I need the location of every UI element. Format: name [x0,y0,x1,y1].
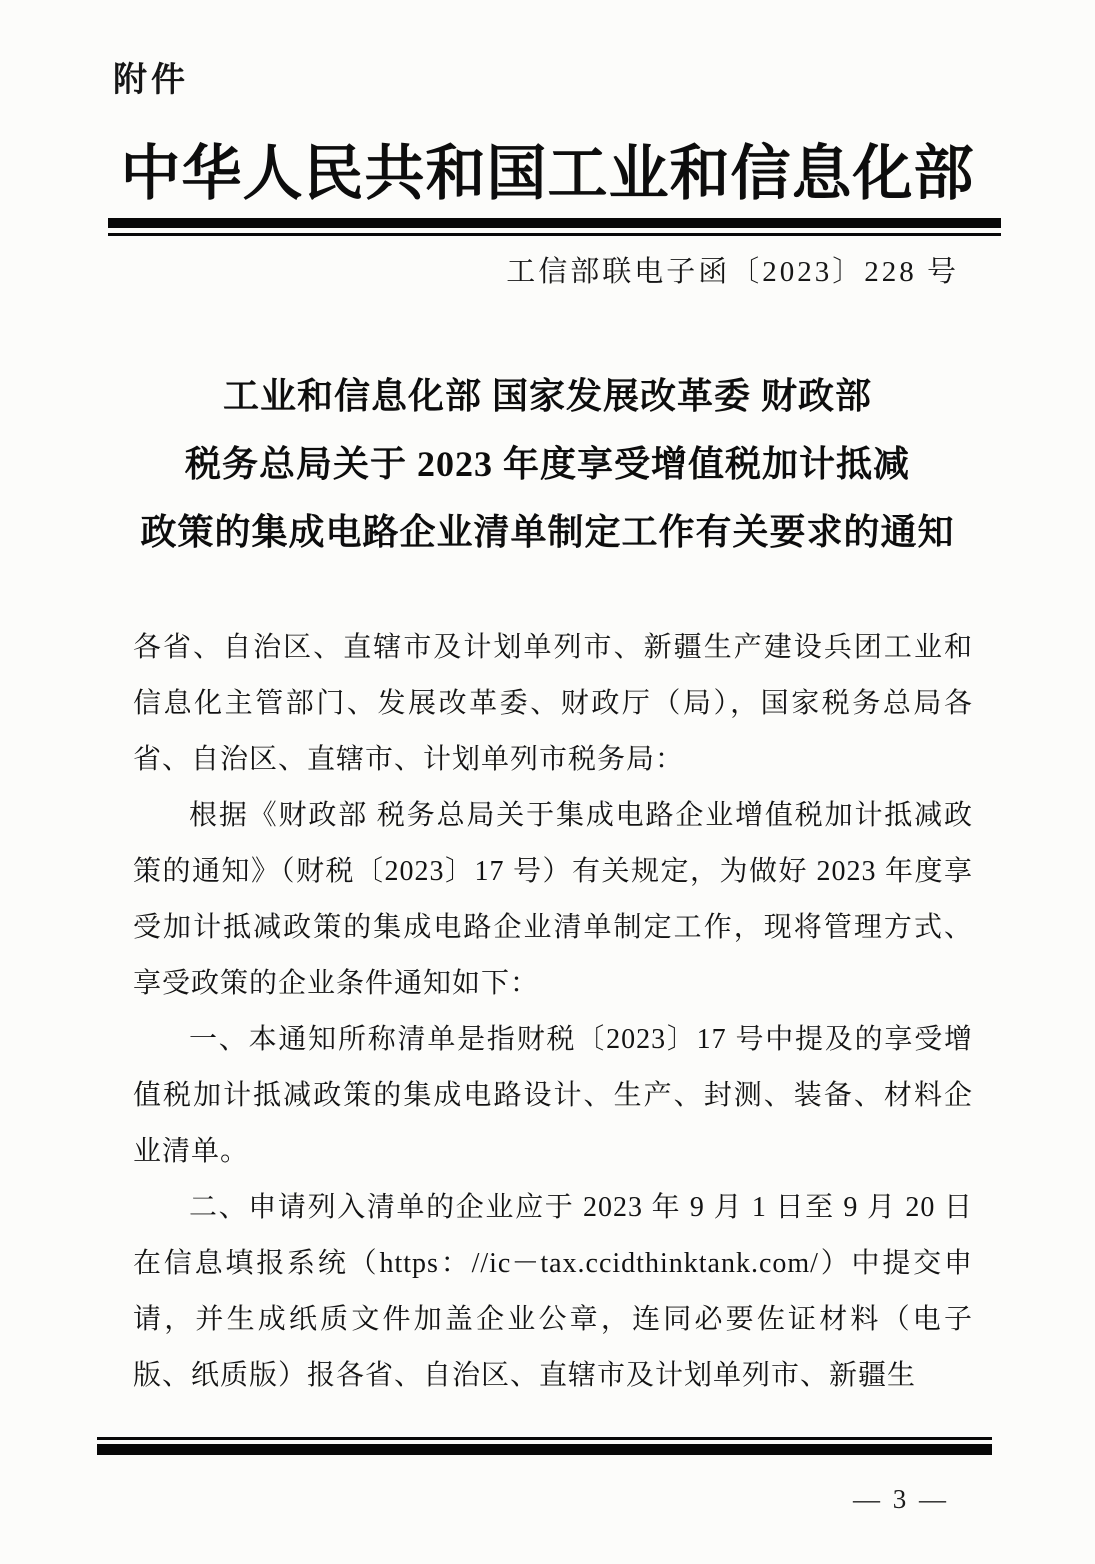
footer-divider-thin [97,1437,992,1440]
letterhead-divider-thick [108,218,1001,228]
letterhead-divider-thin [108,233,1001,236]
notice-title [0,362,1095,566]
salutation-paragraph: 各省、自治区、直辖市及计划单列市、新疆生产建设兵团工业和信息化主管部门、发展改革委、财政厅（局），国家税务总局各省、自治区、直辖市、计划单列市税务局： [133,632,973,775]
notice-title-line-1: 工业和信息化部 国家发展改革委 财政部 [222,376,872,416]
body-paragraph-basis: 根据《财政部 税务总局关于集成电路企业增值税加计抵减政策的通知》（财税〔2023〕17 号）有关规定，为做好 2023 年度享受加计抵减政策的集成电路企业清单制定工作，现将管理方式、享受政策的企业条件通知如下： [133,800,973,999]
body-paragraph-item-1: 一、本通知所称清单是指财税〔2023〕17 号中提及的享受增值税加计抵减政策的集成电路设计、生产、封测、装备、材料企业清单。 [133,1024,973,1167]
attachment-label: 附件 [113,62,189,99]
page-number: — 3 — [853,1484,949,1514]
document-number: 工信部联电子函〔2023〕228 号 [506,256,959,288]
footer-divider-thick [97,1444,992,1455]
body-paragraph-item-2: 二、申请列入清单的企业应于 2023 年 9 月 1 日至 9 月 20 日在信息填报系统（https：//ic－tax.ccidthinktank.com/）中提交申请，并生成纸质文件加盖企业公章，连同必要佐证材料（电子版、纸质版）报各省、自治区、直辖市及计划单列市、新疆生 [133,1192,973,1391]
notice-title-line-3: 政策的集成电路企业清单制定工作有关要求的通知 [140,512,955,552]
letterhead-org-title: 中华人民共和国工业和信息化部 [120,141,975,207]
notice-title-line-2: 税务总局关于 2023 年度享受增值税加计抵减 [184,444,910,484]
notice-body [133,620,973,1404]
